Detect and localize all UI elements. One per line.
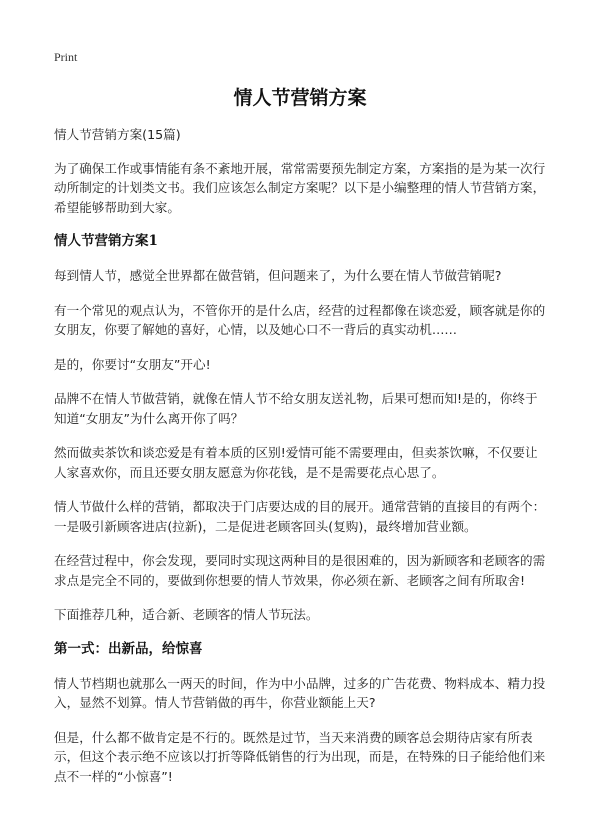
paragraph: 情人节做什么样的营销，都取决于门店要达成的目的展开。通常营销的直接目的有两个：一是吸引新顾客进店(拉新)，二是促进老顾客回头(复购)，最终增加营业额。 [54, 499, 546, 534]
page-title: 情人节营销方案 [233, 87, 367, 109]
paragraph: 每到情人节，感觉全世界都在做营销，但问题来了，为什么要在情人节做营销呢? [54, 268, 502, 283]
paragraph: 但是，什么都不做肯定是不行的。既然是过节，当天来消费的顾客总会期待店家有所表示，但这个表示绝不应该以打折等降低销售的行为出现，而是，在特殊的日子能给他们来点不一样的“小惊喜”! [54, 729, 546, 784]
section-heading-2: 第一式：出新品，给惊喜 [54, 640, 203, 657]
print-link[interactable]: Print [54, 50, 78, 64]
document-subtitle: 情人节营销方案(15篇) [54, 127, 181, 142]
paragraph: 有一个常见的观点认为，不管你开的是什么店，经营的过程都像在谈恋爱，顾客就是你的女朋友，你要了解她的喜好，心情，以及她心口不一背后的真实动机…… [54, 302, 546, 337]
intro-paragraph: 为了确保工作或事情能有条不紊地开展，常常需要预先制定方案，方案指的是为某一次行动所制定的计划类文书。我们应该怎么制定方案呢？以下是小编整理的情人节营销方案，希望能够帮助到大家。 [54, 160, 546, 215]
paragraph: 下面推荐几种，适合新、老顾客的情人节玩法。 [54, 607, 319, 622]
paragraph: 品牌不在情人节做营销，就像在情人节不给女朋友送礼物，后果可想而知!是的，你终于知道“女朋友”为什么离开你了吗？ [54, 391, 538, 426]
paragraph: 是的，你要讨“女朋友”开心! [54, 356, 211, 372]
paragraph: 在经营过程中，你会发现，要同时实现这两种目的是很困难的，因为新顾客和老顾客的需求点是完全不同的，要做到你想要的情人节效果，你必须在新、老顾客之间有所取舍! [54, 553, 546, 588]
paragraph: 情人节档期也就那么一两天的时间，作为中小品牌，过多的广告花费、物料成本、精力投入，显然不划算。情人节营销做的再牛，你营业额能上天? [54, 675, 546, 710]
paragraph: 然而做卖茶饮和谈恋爱是有着本质的区别!爱情可能不需要理由，但卖茶饮嘛，不仅要让人家喜欢你，而且还要女朋友愿意为你花钱，是不是需要花点心思了。 [54, 445, 538, 480]
section-heading-1: 情人节营销方案1 [54, 233, 158, 249]
